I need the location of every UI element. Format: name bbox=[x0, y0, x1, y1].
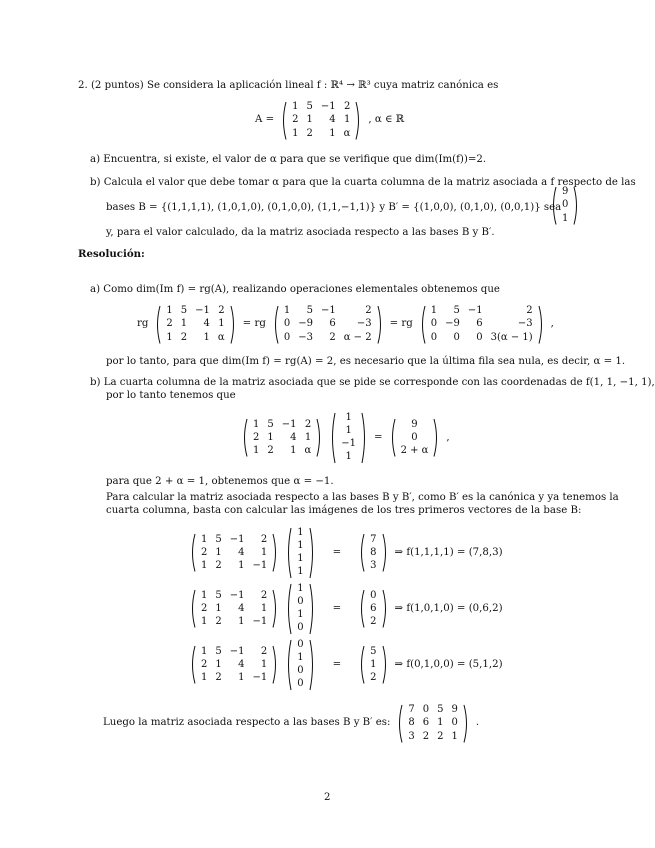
calc-matrix-3-cell-1-2: 4 bbox=[238, 658, 245, 670]
calc-result-1-cell-0-0: 7 bbox=[370, 533, 377, 545]
matrix-A-cell-1-2: 4 bbox=[329, 114, 336, 126]
calc-matrix-3-cell-1-3: 1 bbox=[260, 658, 268, 670]
final-matrix-cell-2-2: 2 bbox=[437, 730, 444, 742]
calc-result-2-cell-2-0: 2 bbox=[370, 615, 377, 627]
part-b-line1: b) Calcula el valor que debe tomar α para que la cuarta columna de la matriz asociada a f respecto de las bbox=[90, 177, 636, 188]
res-b-para2: cuarta columna, basta con calcular las imágenes de los tres primeros vectores de la base B: bbox=[106, 505, 582, 516]
calc-matrix-1-cell-2-1: 2 bbox=[215, 559, 222, 571]
final-period: . bbox=[475, 717, 480, 729]
calc-result-3-right-paren bbox=[382, 645, 389, 685]
rank-matrix-3-cell-2-3: 3(α − 1) bbox=[490, 331, 533, 343]
rank-matrix-1-cell-0-2: −1 bbox=[195, 305, 210, 317]
rank-matrix-3-cell-1-2: 6 bbox=[476, 318, 483, 330]
b-matrix-cell-2-2: 1 bbox=[290, 444, 297, 456]
calc-vector-3-right-paren bbox=[309, 639, 316, 691]
rank-matrix-2-cell-1-3: −3 bbox=[356, 318, 372, 330]
calc-vector-2-cell-1-0: 0 bbox=[297, 596, 304, 608]
rank-matrix-3-cell-2-1: 0 bbox=[453, 331, 460, 343]
calc-matrix-3-cell-0-2: −1 bbox=[229, 645, 245, 657]
matrix-A-cell-2-3: α bbox=[343, 127, 351, 139]
b-matrix-cell-0-3: 2 bbox=[304, 418, 312, 430]
final-matrix bbox=[396, 704, 470, 744]
eq-rg-1: = rg bbox=[242, 318, 266, 330]
rank-matrix-3-left-paren bbox=[419, 305, 426, 345]
matrix-A-right-paren bbox=[355, 101, 362, 141]
matrix-A-left-paren bbox=[280, 101, 287, 141]
calc-matrix-3-left-paren bbox=[189, 645, 196, 685]
calc-vector-1-right-paren bbox=[309, 527, 316, 579]
calc-matrix-1-cell-1-0: 2 bbox=[201, 546, 208, 558]
b-vector-cell-3-0: 1 bbox=[345, 451, 352, 463]
rank-matrix-2 bbox=[272, 305, 384, 345]
rank-matrix-3-cell-1-0: 0 bbox=[430, 318, 438, 330]
calc-result-2-cell-1-0: 6 bbox=[370, 602, 377, 614]
vector-9-0-1-cell-2-0: 1 bbox=[562, 212, 569, 224]
rank-matrix-1-right-paren bbox=[230, 305, 237, 345]
b-matrix bbox=[241, 418, 323, 458]
rank-matrix-2-cell-1-0: 0 bbox=[283, 318, 291, 330]
matrix-A-label: A = bbox=[255, 114, 275, 126]
rank-matrix-3-cell-2-0: 0 bbox=[430, 331, 438, 343]
calc-matrix-3-cell-0-0: 1 bbox=[201, 645, 208, 657]
calc-result-1-right-paren bbox=[382, 533, 389, 573]
calc-result-3 bbox=[358, 645, 388, 685]
rank-matrix-3-cell-1-3: −3 bbox=[517, 318, 533, 330]
b-matrix-cell-2-3: α bbox=[304, 444, 312, 456]
calc-vector-2-cell-3-0: 0 bbox=[297, 622, 304, 634]
matrix-A-cell-0-0: 1 bbox=[292, 101, 299, 113]
rank-matrix-2-right-paren bbox=[377, 305, 384, 345]
matrix-A-equation bbox=[252, 101, 407, 141]
rank-matrix-1-cell-2-0: 1 bbox=[166, 331, 173, 343]
calc-vector-1-cell-1-0: 1 bbox=[297, 540, 304, 552]
b-matrix-left-paren bbox=[241, 418, 248, 458]
calc-text-2: ⇒ f(1,0,1,0) = (0,6,2) bbox=[394, 602, 503, 614]
b-matrix-cell-0-2: −1 bbox=[281, 418, 297, 430]
rank-matrix-3-right-paren bbox=[538, 305, 545, 345]
rank-matrix-3-cell-2-2: 0 bbox=[476, 331, 483, 343]
rank-matrix-3-cell-1-1: −9 bbox=[445, 318, 460, 330]
rank-matrix-1-cell-0-0: 1 bbox=[166, 305, 173, 317]
calc-result-3-cell-0-0: 5 bbox=[370, 645, 377, 657]
calc-vector-2-left-paren bbox=[285, 583, 292, 635]
rank-matrix-2-cell-0-1: 5 bbox=[306, 305, 313, 317]
final-text: Luego la matriz asociada respecto a las bases B y B′ es: bbox=[103, 717, 391, 729]
calc-matrix-2-cell-1-3: 1 bbox=[260, 602, 268, 614]
calc-matrix-2-right-paren bbox=[272, 589, 279, 629]
calc-result-3-cell-2-0: 2 bbox=[370, 671, 377, 683]
calc-result-1-cell-2-0: 3 bbox=[370, 559, 377, 571]
resolucion-title: Resolución: bbox=[78, 248, 145, 260]
calc-matrix-2-cell-1-2: 4 bbox=[238, 602, 245, 614]
final-matrix-cell-0-0: 7 bbox=[408, 704, 415, 716]
calc-matrix-1-cell-1-1: 1 bbox=[215, 546, 222, 558]
calc-vector-1-left-paren bbox=[285, 527, 292, 579]
calc-matrix-2-cell-0-3: 2 bbox=[260, 589, 268, 601]
matrix-A-cell-2-0: 1 bbox=[292, 127, 299, 139]
b-equals: = bbox=[374, 431, 383, 443]
final-matrix-cell-1-3: 0 bbox=[451, 717, 458, 729]
calc-matrix-3-cell-2-3: −1 bbox=[252, 671, 268, 683]
b-matrix-cell-2-0: 1 bbox=[253, 444, 260, 456]
rank-matrix-2-cell-2-3: α − 2 bbox=[343, 331, 372, 343]
b-matrix-cell-0-0: 1 bbox=[253, 418, 260, 430]
matrix-A-cell-0-2: −1 bbox=[320, 101, 336, 113]
rank-matrix-2-cell-2-2: 2 bbox=[329, 331, 336, 343]
calc-text-1: ⇒ f(1,1,1,1) = (7,8,3) bbox=[394, 546, 503, 558]
calc-matrix-3-cell-0-3: 2 bbox=[260, 645, 268, 657]
final-matrix-cell-1-0: 8 bbox=[408, 717, 415, 729]
part-a: a) Encuentra, si existe, el valor de α para que se verifique que dim(Im(f))=2. bbox=[90, 154, 487, 165]
b-vector-cell-0-0: 1 bbox=[345, 412, 352, 424]
calc-vector-3 bbox=[285, 639, 315, 691]
matrix-A-cell-2-2: 1 bbox=[329, 127, 336, 139]
b-result-vector-cell-2-0: 2 + α bbox=[400, 444, 429, 456]
calc-matrix-1-cell-0-2: −1 bbox=[229, 533, 245, 545]
rank-matrix-2-cell-2-0: 0 bbox=[283, 331, 291, 343]
image-calc-3 bbox=[186, 639, 506, 691]
rank-comma: , bbox=[550, 318, 554, 330]
calc-matrix-1-cell-2-2: 1 bbox=[238, 559, 245, 571]
b-matrix-cell-1-1: 1 bbox=[267, 431, 274, 443]
final-matrix-left-paren bbox=[396, 704, 403, 744]
rank-matrix-3 bbox=[419, 305, 545, 345]
calc-matrix-3-cell-0-1: 5 bbox=[215, 645, 222, 657]
b-matrix-cell-1-3: 1 bbox=[304, 431, 312, 443]
rank-matrix-2-cell-2-1: −3 bbox=[298, 331, 313, 343]
calc-matrix-1-cell-0-3: 2 bbox=[260, 533, 268, 545]
b-matrix-cell-0-1: 5 bbox=[267, 418, 274, 430]
calc-result-2-right-paren bbox=[382, 589, 389, 629]
matrix-A-cell-1-1: 1 bbox=[306, 114, 313, 126]
calc-matrix-1-cell-2-0: 1 bbox=[201, 559, 208, 571]
res-a-intro: a) Como dim(Im f) = rg(A), realizando operaciones elementales obtenemos que bbox=[90, 284, 500, 295]
problem-header: 2. (2 puntos) Se considera la aplicación lineal f : ℝ⁴ → ℝ³ cuya matriz canónica es bbox=[78, 80, 499, 91]
res-b-alpha: para que 2 + α = 1, obtenemos que α = −1. bbox=[106, 476, 334, 487]
b-matrix-cell-1-0: 2 bbox=[253, 431, 260, 443]
calc-vector-2 bbox=[285, 583, 315, 635]
b-matrix-right-paren bbox=[316, 418, 323, 458]
fourth-column-equation bbox=[238, 412, 453, 464]
calc-matrix-3-cell-2-2: 1 bbox=[238, 671, 245, 683]
calc-matrix-1-cell-1-2: 4 bbox=[238, 546, 245, 558]
vector-9-0-1-right-paren bbox=[573, 186, 580, 226]
calc-matrix-1-left-paren bbox=[189, 533, 196, 573]
res-b-para1: Para calcular la matriz asociada respecto a las bases B y B′, como B′ es la canónica y ya tenemos la bbox=[106, 492, 619, 503]
calc-matrix-1-cell-1-3: 1 bbox=[260, 546, 268, 558]
calc-matrix-3-cell-2-0: 1 bbox=[201, 671, 208, 683]
rank-matrix-1 bbox=[154, 305, 236, 345]
calc-matrix-1-right-paren bbox=[272, 533, 279, 573]
calc-result-1-cell-1-0: 8 bbox=[370, 546, 377, 558]
calc-matrix-2-left-paren bbox=[189, 589, 196, 629]
rank-matrix-2-cell-0-2: −1 bbox=[320, 305, 336, 317]
calc-matrix-2-cell-0-2: −1 bbox=[229, 589, 245, 601]
matrix-A bbox=[280, 101, 362, 141]
vector-9-0-1-cell-0-0: 9 bbox=[562, 186, 569, 198]
calc-vector-3-cell-0-0: 0 bbox=[297, 639, 304, 651]
calc-vector-3-cell-1-0: 1 bbox=[297, 652, 304, 664]
calc-matrix-2 bbox=[189, 589, 279, 629]
rank-matrix-1-cell-2-3: α bbox=[217, 331, 225, 343]
calc-vector-3-left-paren bbox=[285, 639, 292, 691]
calc-matrix-3-cell-1-0: 2 bbox=[201, 658, 208, 670]
calc-matrix-2-cell-2-1: 2 bbox=[215, 615, 222, 627]
calc-matrix-2-cell-2-2: 1 bbox=[238, 615, 245, 627]
b-result-vector-cell-0-0: 9 bbox=[411, 418, 418, 430]
calc-equals-2: = bbox=[332, 602, 342, 614]
calc-matrix-3 bbox=[189, 645, 279, 685]
b-vector-left-paren bbox=[329, 412, 336, 464]
final-matrix-cell-0-1: 0 bbox=[422, 704, 430, 716]
final-matrix-cell-1-1: 6 bbox=[422, 717, 430, 729]
final-matrix-cell-2-0: 3 bbox=[408, 730, 415, 742]
rank-matrix-2-cell-0-0: 1 bbox=[283, 305, 291, 317]
image-calc-2 bbox=[186, 583, 506, 635]
rg-label: rg bbox=[137, 318, 149, 330]
calc-matrix-2-cell-1-1: 1 bbox=[215, 602, 222, 614]
rank-matrix-1-cell-1-2: 4 bbox=[203, 318, 210, 330]
calc-matrix-2-cell-2-3: −1 bbox=[252, 615, 268, 627]
final-matrix-line bbox=[103, 704, 482, 744]
calc-vector-2-cell-2-0: 1 bbox=[297, 609, 304, 621]
calc-matrix-3-cell-1-1: 1 bbox=[215, 658, 222, 670]
image-calc-1 bbox=[186, 527, 506, 579]
rank-matrix-3-cell-0-3: 2 bbox=[526, 305, 533, 317]
part-b-line3: y, para el valor calculado, da la matriz asociada respecto a las bases B y B′. bbox=[106, 227, 495, 238]
calc-vector-1-cell-0-0: 1 bbox=[297, 527, 304, 539]
b-vector-cell-2-0: −1 bbox=[341, 438, 357, 450]
rank-equation bbox=[134, 305, 557, 345]
matrix-A-cell-0-1: 5 bbox=[306, 101, 313, 113]
b-result-vector-right-paren bbox=[433, 418, 440, 458]
matrix-A-cell-0-3: 2 bbox=[344, 101, 351, 113]
b-result-vector-cell-1-0: 0 bbox=[411, 431, 418, 443]
part-b-vector bbox=[547, 186, 583, 226]
calc-vector-3-cell-2-0: 0 bbox=[297, 665, 304, 677]
rank-matrix-1-left-paren bbox=[154, 305, 161, 345]
b-matrix-cell-2-1: 2 bbox=[267, 444, 274, 456]
matrix-A-cell-1-3: 1 bbox=[344, 114, 351, 126]
calc-matrix-3-right-paren bbox=[272, 645, 279, 685]
b-matrix-cell-1-2: 4 bbox=[290, 431, 297, 443]
final-matrix-right-paren bbox=[463, 704, 470, 744]
rank-matrix-1-cell-1-1: 1 bbox=[180, 318, 188, 330]
rank-matrix-2-cell-1-1: −9 bbox=[298, 318, 313, 330]
vector-9-0-1-left-paren bbox=[550, 186, 557, 226]
calc-vector-3-cell-3-0: 0 bbox=[297, 678, 304, 690]
calc-vector-2-cell-0-0: 1 bbox=[297, 583, 304, 595]
page-number: 2 bbox=[324, 792, 331, 803]
calc-equals-3: = bbox=[332, 658, 342, 670]
rank-matrix-1-cell-1-0: 2 bbox=[166, 318, 173, 330]
final-matrix-cell-2-1: 2 bbox=[422, 730, 430, 742]
part-b-line2: bases B = {(1,1,1,1), (1,0,1,0), (0,1,0,0), (1,1,−1,1)} y B′ = {(1,0,0), (0,1,0), (0,0,1)} sea bbox=[106, 202, 562, 213]
b-comma: , bbox=[446, 431, 450, 443]
res-b-line1: b) La cuarta columna de la matriz asociada que se pide se corresponde con las coordenadas de f(1, 1, −1, 1), bbox=[90, 377, 655, 388]
rank-matrix-3-cell-0-0: 1 bbox=[430, 305, 438, 317]
alpha-domain: , α ∈ ℝ bbox=[368, 114, 405, 126]
res-b-line2: por lo tanto tenemos que bbox=[106, 390, 236, 401]
b-vector bbox=[329, 412, 368, 464]
calc-matrix-1-cell-0-0: 1 bbox=[201, 533, 208, 545]
calc-vector-2-right-paren bbox=[309, 583, 316, 635]
res-a-conclusion: por lo tanto, para que dim(Im f) = rg(A) = 2, es necesario que la última fila sea nula, es decir, α = 1. bbox=[106, 356, 626, 367]
calc-result-3-cell-1-0: 1 bbox=[370, 658, 377, 670]
calc-result-1-left-paren bbox=[358, 533, 365, 573]
rank-matrix-1-cell-0-1: 5 bbox=[180, 305, 188, 317]
vector-9-0-1-cell-1-0: 0 bbox=[562, 199, 569, 211]
matrix-A-cell-1-0: 2 bbox=[292, 114, 299, 126]
calc-matrix-1-cell-0-1: 5 bbox=[215, 533, 222, 545]
calc-matrix-2-cell-0-1: 5 bbox=[215, 589, 222, 601]
matrix-A-cell-2-1: 2 bbox=[306, 127, 313, 139]
b-vector-cell-1-0: 1 bbox=[345, 425, 352, 437]
rank-matrix-1-cell-2-1: 2 bbox=[180, 331, 188, 343]
calc-result-2-left-paren bbox=[358, 589, 365, 629]
calc-matrix-2-cell-1-0: 2 bbox=[201, 602, 208, 614]
calc-result-2-cell-0-0: 0 bbox=[370, 589, 377, 601]
rank-matrix-1-cell-1-3: 1 bbox=[218, 318, 225, 330]
rank-matrix-3-cell-0-2: −1 bbox=[467, 305, 483, 317]
final-matrix-cell-1-2: 1 bbox=[437, 717, 444, 729]
final-matrix-cell-2-3: 1 bbox=[451, 730, 458, 742]
calc-matrix-1 bbox=[189, 533, 279, 573]
calc-vector-1 bbox=[285, 527, 315, 579]
calc-equals-1: = bbox=[332, 546, 342, 558]
calc-vector-1-cell-2-0: 1 bbox=[297, 553, 304, 565]
calc-matrix-1-cell-2-3: −1 bbox=[252, 559, 268, 571]
calc-matrix-2-cell-0-0: 1 bbox=[201, 589, 208, 601]
rank-matrix-3-cell-0-1: 5 bbox=[453, 305, 460, 317]
calc-result-3-left-paren bbox=[358, 645, 365, 685]
rank-matrix-2-cell-0-3: 2 bbox=[365, 305, 372, 317]
calc-result-2 bbox=[358, 589, 388, 629]
final-matrix-cell-0-2: 5 bbox=[437, 704, 444, 716]
b-result-vector-left-paren bbox=[389, 418, 396, 458]
rank-matrix-1-cell-0-3: 2 bbox=[218, 305, 225, 317]
calc-matrix-2-cell-2-0: 1 bbox=[201, 615, 208, 627]
calc-matrix-3-cell-2-1: 2 bbox=[215, 671, 222, 683]
calc-result-1 bbox=[358, 533, 388, 573]
final-matrix-cell-0-3: 9 bbox=[451, 704, 458, 716]
vector-9-0-1 bbox=[550, 186, 580, 226]
b-vector-right-paren bbox=[361, 412, 368, 464]
calc-text-3: ⇒ f(0,1,0,0) = (5,1,2) bbox=[394, 658, 503, 670]
rank-matrix-2-left-paren bbox=[272, 305, 279, 345]
eq-rg-2: = rg bbox=[389, 318, 413, 330]
b-result-vector bbox=[389, 418, 441, 458]
calc-vector-1-cell-3-0: 1 bbox=[297, 566, 304, 578]
rank-matrix-1-cell-2-2: 1 bbox=[203, 331, 210, 343]
rank-matrix-2-cell-1-2: 6 bbox=[329, 318, 336, 330]
